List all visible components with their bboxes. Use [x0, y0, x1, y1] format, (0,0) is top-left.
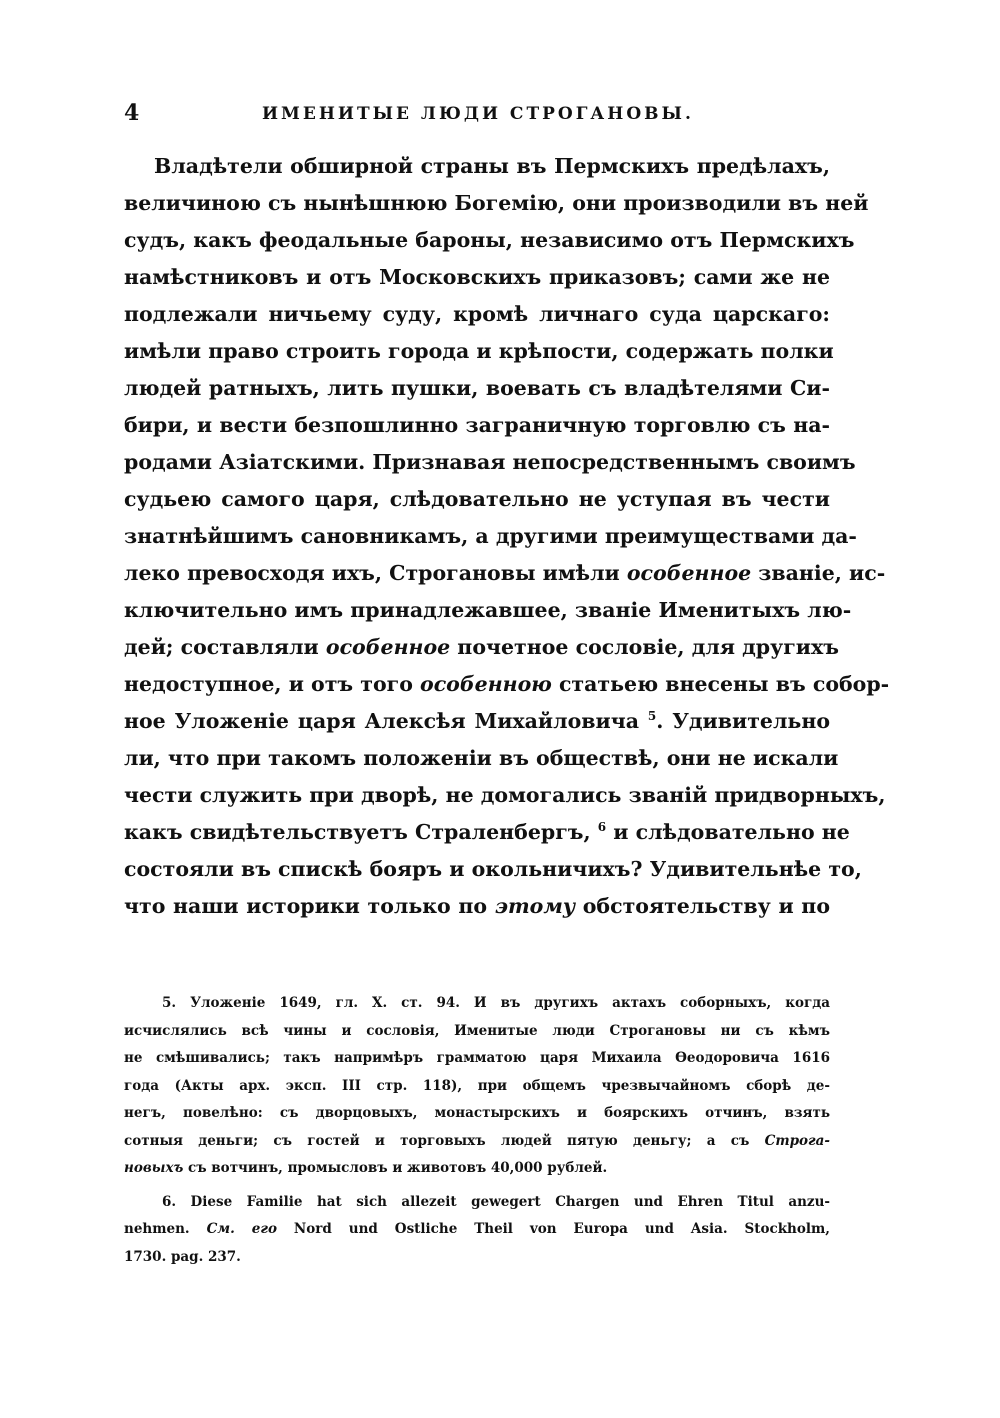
- text-line: имѣли право строить города и крѣпости, содержать полки: [124, 339, 834, 363]
- text-line: ли, что при такомъ положеніи въ обществѣ, они не искали: [124, 746, 839, 770]
- italic-word: См. его: [206, 1221, 277, 1237]
- text-line: леко превосходя ихъ, Строгановы имѣли особенное званіе, ис-: [124, 561, 886, 585]
- text-line: судъ, какъ феодальные бароны, независимо отъ Пермскихъ: [124, 228, 855, 252]
- text-line: ключительно имъ принадлежавшее, званіе Именитыхъ лю-: [124, 598, 852, 622]
- text-line: дей; составляли особенное почетное сословіе, для другихъ: [124, 635, 839, 659]
- italic-word: особенное: [626, 561, 752, 585]
- footnote-5-line: негъ, повелѣно: съ дворцовыхъ, монастырскихъ и боярскихъ отчинъ, взять: [124, 1105, 830, 1121]
- text-line: состояли въ спискѣ бояръ и окольничихъ? Удивительнѣе то,: [124, 857, 862, 881]
- italic-word: Строга-: [764, 1132, 830, 1149]
- text-line: чести служить при дворѣ, не домогались званій придворныхъ,: [124, 783, 886, 807]
- footnote-5-line: 5. Уложеніе 1649, гл. X. ст. 94. И въ другихъ актахъ соборныхъ, когда: [162, 995, 830, 1011]
- text-line: Владѣтели обширной страны въ Пермскихъ предѣлахъ,: [154, 154, 830, 178]
- footnote-5-line: исчислялись всѣ чины и сословія, Именитые люди Строгановы ни съ кѣмъ: [124, 1022, 830, 1039]
- text-line: судьею самого царя, слѣдовательно не уступая въ чести: [124, 487, 830, 511]
- text-line: какъ свидѣтельствуетъ Страленбергъ, $^6$ и слѣдовательно не: [124, 820, 850, 844]
- text-line: что наши историки только по этому обстоятельству и по: [124, 894, 830, 918]
- text-line: намѣстниковъ и отъ Московскихъ приказовъ; сами же не: [124, 265, 830, 289]
- page-number: 4: [124, 100, 140, 126]
- italic-word: особенною: [420, 672, 552, 696]
- footnote-6-line: 1730. pag. 237.: [124, 1248, 241, 1265]
- text-line: знатнѣйшимъ сановникамъ, а другими преимуществами да-: [124, 524, 857, 548]
- footnote-5-line: сотныя деньги; съ гостей и торговыхъ людей пятую деньгу; а съ Строга-: [124, 1132, 830, 1149]
- footnote-6-line: 6. Diese Familie hat sich allezeit gewegert Chargen und Ehren Titul anzu-: [162, 1193, 830, 1210]
- footnote-ref[interactable]: 5: [647, 709, 657, 724]
- footnote-6-line: nehmen. См. его Nord und Ostliche Theil von Europa und Asia. Stockholm,: [124, 1221, 830, 1237]
- footnote-ref[interactable]: 6: [597, 820, 607, 835]
- running-title: ИМЕНИТЫЕ ЛЮДИ СТРОГАНОВЫ.: [262, 104, 694, 124]
- text-line: родами Азіатскими. Признавая непосредственнымъ своимъ: [124, 450, 856, 474]
- text-line: бири, и вести безпошлинно заграничную торговлю съ на-: [124, 413, 830, 437]
- footnote-5-line: года (Акты арх. эксп. III стр. 118), при общемъ чрезвычайномъ сборѣ де-: [124, 1077, 830, 1094]
- text-line: недоступное, и отъ того особенною статьею внесены въ собор-: [124, 672, 890, 696]
- text-line: ное Уложеніе царя Алексѣя Михайловича $^5$. Удивительно: [124, 709, 830, 733]
- text-line: людей ратныхъ, лить пушки, воевать съ владѣтелями Си-: [124, 376, 830, 400]
- text-line: величиною съ нынѣшнюю Богемію, они производили въ ней: [124, 191, 869, 215]
- main-text: [124, 148, 890, 925]
- footnotes: [124, 990, 830, 1271]
- italic-word: новыхъ: [124, 1160, 184, 1176]
- italic-word: этому: [494, 894, 576, 918]
- footnote-5-line: новыхъ съ вотчинъ, промысловъ и животовъ 40,000 рублей.: [124, 1160, 608, 1176]
- italic-word: особенное: [325, 635, 451, 659]
- text-line: подлежали ничьему суду, кромѣ личнаго суда царскаго:: [124, 302, 830, 326]
- footnote-5-line: не смѣшивались; такъ напримѣръ грамматою царя Михаила Ѳеодоровича 1616: [124, 1050, 830, 1066]
- page-header: [124, 100, 830, 130]
